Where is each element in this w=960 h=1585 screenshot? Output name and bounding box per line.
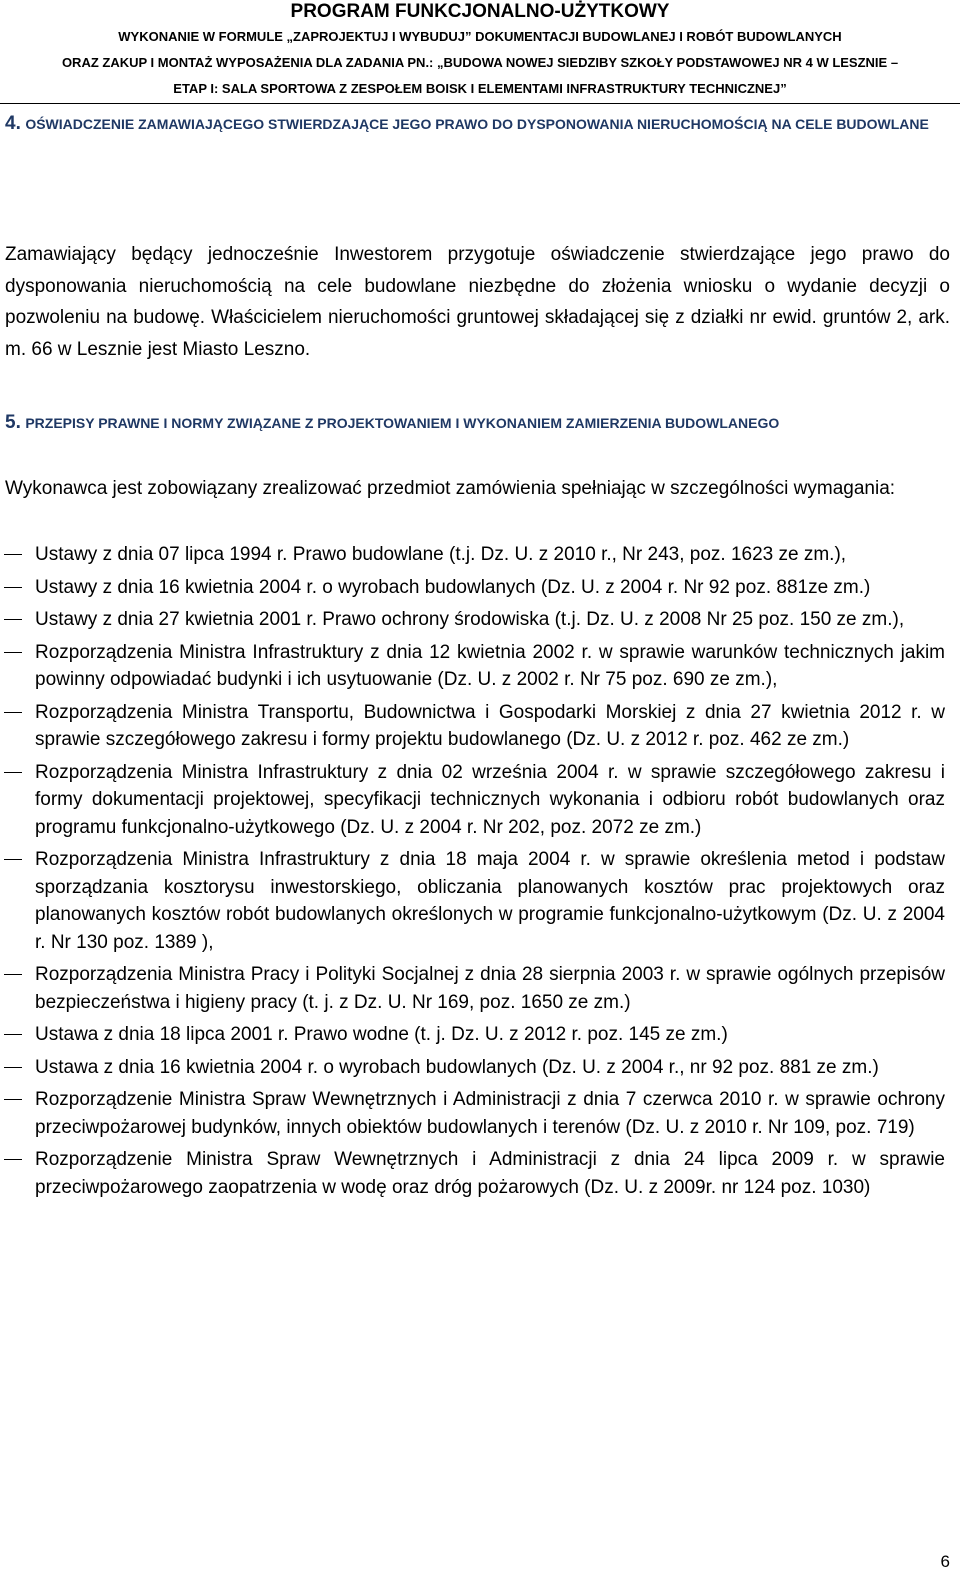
dash-bullet-icon (4, 712, 22, 713)
header-divider (0, 103, 960, 104)
section-5-number: 5. (5, 412, 21, 433)
list-item-text: Ustawy z dnia 07 lipca 1994 r. Prawo budowlane (t.j. Dz. U. z 2010 r., Nr 243, poz. 1623 ze zm.), (35, 544, 847, 565)
list-item (0, 1054, 945, 1082)
dash-bullet-icon (4, 1067, 22, 1068)
list-item (0, 1086, 945, 1141)
list-item (0, 846, 945, 956)
list-item (0, 961, 945, 1016)
list-item-text: Rozporządzenie Ministra Spraw Wewnętrznych i Administracji z dnia 24 lipca 2009 r. w sprawie przeciwpożarowego zaopatrzenia w wodę oraz dróg pożarowych (Dz. U. z 2009r. nr 124 poz. 1030) (35, 1149, 945, 1198)
list-item (0, 639, 945, 694)
dash-bullet-icon (4, 974, 22, 975)
list-item-text: Rozporządzenie Ministra Spraw Wewnętrznych i Administracji z dnia 7 czerwca 2010 r. w sprawie ochrony przeciwpożarowej budynków, innych obiektów budowlanych i terenów (Dz. U. z 2010 r. Nr 109, poz. 719) (35, 1089, 945, 1138)
list-item-text: Rozporządzenia Ministra Transportu, Budownictwa i Gospodarki Morskiej z dnia 27 kwietnia 2012 r. w sprawie szczegółowego zakresu i formy projektu budowlanego (Dz. U. z 2012 r. poz. 462 ze zm.) (35, 701, 945, 750)
dash-bullet-icon (4, 1099, 22, 1100)
dash-bullet-icon (4, 859, 22, 860)
section-4-heading (5, 111, 950, 138)
dash-bullet-icon (4, 554, 22, 555)
document-header (0, 0, 960, 102)
list-item-text: Ustawy z dnia 27 kwietnia 2001 r. Prawo ochrony środowiska (t.j. Dz. U. z 2008 Nr 25 poz. 150 ze zm.), (35, 609, 905, 630)
dash-bullet-icon (4, 1034, 22, 1035)
program-title: PROGRAM FUNKCJONALNO-UŻYTKOWY (290, 1, 670, 22)
dash-bullet-icon (4, 587, 22, 588)
header-line-2: ORAZ ZAKUP I MONTAŻ WYPOSAŻENIA DLA ZADANIA PN.: „BUDOWA NOWEJ SIEDZIBY SZKOŁY PODSTAWOWEJ NR 4 W LESZNIE – (61, 55, 899, 70)
regulations-list (0, 541, 960, 1201)
list-item (0, 606, 945, 634)
list-item-text: Ustawa z dnia 18 lipca 2001 r. Prawo wodne (t. j. Dz. U. z 2012 r. poz. 145 ze zm.) (35, 1024, 728, 1045)
section-4-number: 4. (5, 113, 21, 134)
list-item (0, 699, 945, 754)
section-5-intro: Wykonawca jest zobowiązany zrealizować przedmiot zamówienia spełniając w szczególności wymagania: (5, 478, 896, 499)
list-item (0, 1146, 945, 1201)
list-item-text: Rozporządzenia Ministra Infrastruktury z dnia 12 kwietnia 2002 r. w sprawie warunków technicznych jakim powinny odpowiadać budynki i ich usytuowanie (Dz. U. z 2002 r. Nr 75 poz. 690 ze zm.), (35, 641, 945, 690)
section-5-heading (5, 410, 950, 437)
list-item (0, 541, 945, 569)
list-item (0, 759, 945, 842)
dash-bullet-icon (4, 652, 22, 653)
list-item (0, 574, 945, 602)
list-item-text: Rozporządzenia Ministra Infrastruktury z dnia 18 maja 2004 r. w sprawie określenia metod i podstaw sporządzania kosztorysu inwestorskiego, obliczania planowanych kosztów prac projektowych oraz planowanych kosztów robót budowlanych określonych w programie funkcjonalno-użytkowym (Dz. U. z 2004 r. Nr 130 poz. 1389 ), (35, 849, 945, 953)
section-4-paragraph: Zamawiający będący jednocześnie Inwestorem przygotuje oświadczenie stwierdzające jego prawo do dysponowania nieruchomością na cele budowlane niezbędne do złożenia wniosku o wydanie decyzji o pozwoleniu na budowę. Właścicielem nieruchomości gruntowej składającej się z działki nr ewid. gruntów 2, ark. m. 66 w Lesznie jest Miasto Leszno. (5, 244, 950, 360)
list-item-text: Ustawy z dnia 16 kwietnia 2004 r. o wyrobach budowlanych (Dz. U. z 2004 r. Nr 92 poz. 881ze zm.) (35, 576, 871, 598)
dash-bullet-icon (4, 1159, 22, 1160)
dash-bullet-icon (4, 619, 22, 620)
list-item (0, 1021, 945, 1049)
header-line-3: ETAP I: SALA SPORTOWA Z ZESPOŁEM BOISK I ELEMENTAMI INFRASTRUKTURY TECHNICZNEJ” (173, 81, 787, 96)
section-5-title: PRZEPISY PRAWNE I NORMY ZWIĄZANE Z PROJEKTOWANIEM I WYKONANIEM ZAMIERZENIA BUDOWLANEGO (25, 415, 780, 431)
list-item-text: Ustawa z dnia 16 kwietnia 2004 r. o wyrobach budowlanych (Dz. U. z 2004 r., nr 92 poz. 881 ze zm.) (35, 1056, 879, 1078)
header-line-1: WYKONANIE W FORMULE „ZAPROJEKTUJ I WYBUDUJ” DOKUMENTACJI BUDOWLANEJ I ROBÓT BUDOWLANYCH (118, 29, 842, 44)
list-item-text: Rozporządzenia Ministra Pracy i Polityki Socjalnej z dnia 28 sierpnia 2003 r. w sprawie ogólnych przepisów bezpieczeństwa i higieny pracy (t. j. z Dz. U. Nr 169, poz. 1650 ze zm.) (35, 964, 945, 1013)
section-4-title: OŚWIADCZENIE ZAMAWIAJĄCEGO STWIERDZAJĄCE JEGO PRAWO DO DYSPONOWANIA NIERUCHOMOŚCIĄ NA CELE BUDOWLANE (25, 116, 929, 132)
dash-bullet-icon (4, 772, 22, 773)
page-number: 6 (940, 1552, 950, 1571)
list-item-text: Rozporządzenia Ministra Infrastruktury z dnia 02 września 2004 r. w sprawie szczegółowego zakresu i formy dokumentacji projektowej, specyfikacji technicznych wykonania i odbioru robót budowlanych oraz programu funkcjonalno-użytkowego (Dz. U. z 2004 r. Nr 202, poz. 2072 ze zm.) (35, 761, 945, 838)
